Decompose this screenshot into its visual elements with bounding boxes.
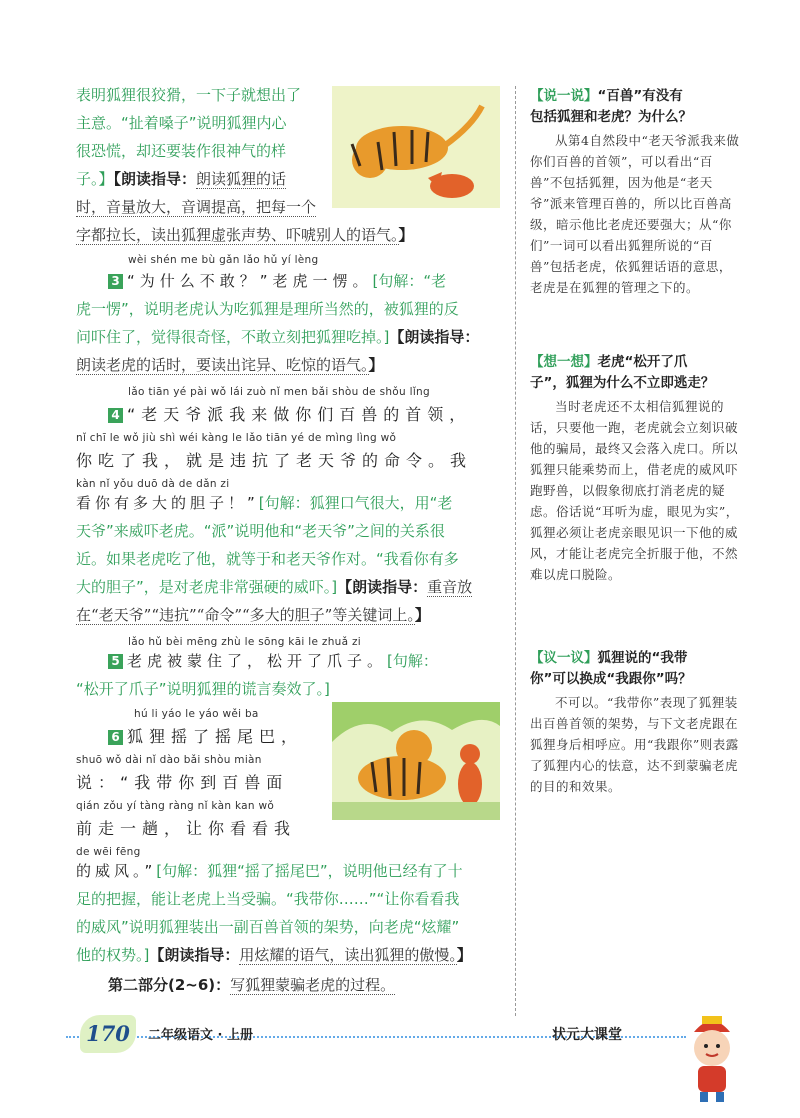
bracket: 】: [414, 606, 430, 624]
sidebar-answer: 不可以。“我带你”表现了狐狸装出百兽首领的架势，与下文老虎跟在狐狸身后相呼应。用“我跟你”则表露了狐狸内心的怯意，达不到蒙骗老虎的目的和效果。: [530, 695, 739, 794]
story-text: 前走一趟，让你看看我: [76, 819, 297, 838]
text-line: [76, 946, 472, 964]
text-line: 虎一愣”，说明老虎认为吃狐狸是理所当然的，被狐狸的反: [76, 300, 459, 318]
text-line: [76, 328, 479, 346]
pinyin-line: kàn nǐ yǒu duō dà de dǎn zi: [76, 478, 230, 490]
text-line: 的威风”说明狐狸装出一副百兽首领的架势，向老虎“炫耀”: [76, 918, 460, 936]
paragraph-number: 3: [108, 274, 123, 289]
text-line: [76, 862, 463, 880]
text-line: [76, 606, 430, 624]
paragraph-5-line: [108, 652, 438, 670]
paragraph-6-line: [108, 724, 303, 747]
story-text: 看你有多大的胆子！”: [76, 494, 259, 512]
paragraph-number: 4: [108, 408, 123, 423]
story-text: 你吃了我，就是违抗了老天爷的命令。我: [76, 451, 473, 470]
story-text: 说：“我带你到百兽面: [76, 773, 289, 792]
story-text: “为什么不敢？”老虎一愣。: [127, 272, 373, 290]
handwritten-note: 用炫耀的语气，读出狐狸的傲慢。: [239, 946, 457, 964]
handwritten-note: 朗读老虎的话时，要读出诧异、吃惊的语气。: [76, 356, 369, 374]
pinyin-line: hú li yáo le yáo wěi ba: [134, 708, 259, 720]
part-label: 第二部分(2~6)：: [108, 976, 231, 994]
reading-guide-label: 【朗读指导：: [337, 578, 428, 596]
column-divider: [515, 86, 516, 1016]
story-text: “老天爷派我来做你们百兽的首领，: [127, 405, 472, 424]
paragraph-3-line: [108, 272, 446, 290]
question-text: 你”可以换成“我跟你”吗？: [530, 671, 692, 687]
paragraph-4-line: [108, 402, 471, 425]
bracket: 】: [368, 356, 384, 374]
question-text: 狐狸说的“我带: [597, 650, 688, 666]
mascot-icon: [682, 1010, 742, 1106]
page-number: 170: [80, 1015, 136, 1053]
bracket: 】: [456, 946, 472, 964]
pinyin-line: lǎo hǔ bèi mēng zhù le sōng kāi le zhuǎ zi: [128, 636, 362, 648]
bracket: 】: [398, 226, 414, 244]
handwritten-note: 在“老天爷”“违抗”“命令”“多大的胆子”等关键词上。: [76, 606, 415, 624]
text-line: [76, 226, 414, 244]
handwritten-note: 重音放: [427, 578, 473, 596]
text-fragment: 大的胆子”，是对老虎非常强硬的威吓。]: [76, 578, 338, 596]
story-text: 狐狸摇了摇尾巴，: [127, 727, 304, 746]
text-fragment: 问吓住了，觉得很奇怪，不敢立刻把狐狸吃掉。]: [76, 328, 390, 346]
pinyin-line: nǐ chī le wǒ jiù shì wéi kàng le lǎo tiān yé de mìng lìng wǒ: [76, 432, 397, 444]
sidebar-tag: 【议一议】: [530, 650, 598, 666]
text-line: [76, 170, 286, 188]
sidebar-tag: 【说一说】: [530, 88, 598, 104]
tiger-fox-walking-illustration: [332, 702, 500, 820]
pinyin-line: wèi shén me bù gǎn lǎo hǔ yí lèng: [128, 254, 319, 266]
part-summary: [108, 976, 395, 994]
sidebar-question: [530, 86, 740, 107]
text-line: [76, 494, 452, 512]
question-text: “百兽”有没有: [597, 88, 683, 104]
text-line: 足的把握，能让老虎上当受骗。“我带你……”“让你看看我: [76, 890, 460, 908]
reading-guide-label: 【朗读指导：: [389, 328, 480, 346]
sentence-analysis: [句解：“老: [372, 272, 447, 290]
text-line: [76, 578, 472, 596]
handwritten-note: 朗读狐狸的话: [196, 170, 287, 188]
paragraph-number: 5: [108, 654, 123, 669]
text-line: 天爷”来威吓老虎。“派”说明他和“老天爷”之间的关系很: [76, 522, 445, 540]
sidebar-box-discuss: [530, 86, 740, 298]
pinyin-line: lǎo tiān yé pài wǒ lái zuò nǐ men bǎi shòu de shǒu lǐng: [128, 386, 430, 398]
sidebar-answer: 从第4自然段中“老天爷派我来做你们百兽的首领”，可以看出“百兽”不包括狐狸，因为他是“老天爷”派来管理百兽的，所以比百兽高级，暗示他比老虎还要强大；从“你们”一词可以看出狐狸所说的“百兽”包括老虎，依狐狸话语的意思，老虎是在狐狸的管理之下的。: [530, 133, 740, 295]
story-text: 的威风。”: [76, 862, 157, 880]
handwritten-note: 字都拉长，读出狐狸虚张声势、吓唬别人的语气。: [76, 226, 399, 244]
series-title: 状元大课堂: [552, 1027, 622, 1043]
sentence-analysis: [句解：狐狸口气很大，用“老: [258, 494, 453, 512]
text-fragment: 子。】: [76, 170, 114, 188]
text-line: “松开了爪子”说明狐狸的谎言奏效了。]: [76, 680, 330, 698]
sidebar-question: [530, 352, 740, 373]
sidebar-box-debate: [530, 648, 740, 797]
story-text: 老虎被蒙住了，松开了爪子。: [127, 652, 388, 670]
text-line: 表明狐狸很狡猾，一下子就想出了: [76, 86, 302, 104]
question-text: 包括狐狸和老虎？为什么？: [530, 109, 692, 125]
sidebar-question: [530, 648, 740, 669]
text-line: 近。如果老虎吃了他，就等于和老天爷作对。“我看你有多: [76, 550, 459, 568]
sentence-analysis: [句解：狐狸“摇了摇尾巴”，说明他已经有了十: [156, 862, 463, 880]
text-line: 主意。“扯着嗓子”说明狐狸内心: [76, 114, 287, 132]
reading-guide-label: 【朗读指导：: [149, 946, 240, 964]
handwritten-note: 时，音量放大，音调提高，把每一个: [76, 198, 317, 216]
sentence-analysis: [句解：: [387, 652, 438, 670]
question-text: 子”，狐狸为什么不立即逃走？: [530, 375, 715, 391]
sidebar-answer: 当时老虎还不太相信狐狸说的话，只要他一跑，老虎就会立刻识破他的骗局，最终又会落入虎口。所以狐狸只能乘势而上，借老虎的威风吓跑野兽，以假象彻底打消老虎的疑虑。俗话说“耳听为虚，眼见为实”，狐狸必须让老虎亲眼见识一下他的威风，才能让老虎完全折服于他，不然难以虎口脱险。: [530, 399, 739, 582]
reading-guide-label: 【朗读指导：: [113, 170, 197, 188]
paragraph-number: 6: [108, 730, 123, 745]
handwritten-note: 写狐狸蒙骗老虎的过程。: [230, 976, 396, 994]
book-title: 二年级语文 · 上册: [148, 1028, 253, 1043]
text-line: [76, 356, 384, 374]
pinyin-line: de wēi fēng: [76, 846, 141, 858]
tiger-fox-illustration: [332, 86, 500, 208]
text-line: 很恐慌，却还要装作很神气的样: [76, 142, 287, 160]
question-text: 老虎“松开了爪: [597, 354, 688, 370]
text-fragment: 他的权势。]: [76, 946, 150, 964]
sidebar-box-think: [530, 352, 740, 585]
sidebar-tag: 【想一想】: [530, 354, 598, 370]
pinyin-line: shuō wǒ dài nǐ dào bǎi shòu miàn: [76, 754, 262, 766]
pinyin-line: qián zǒu yí tàng ràng nǐ kàn kan wǒ: [76, 800, 275, 812]
